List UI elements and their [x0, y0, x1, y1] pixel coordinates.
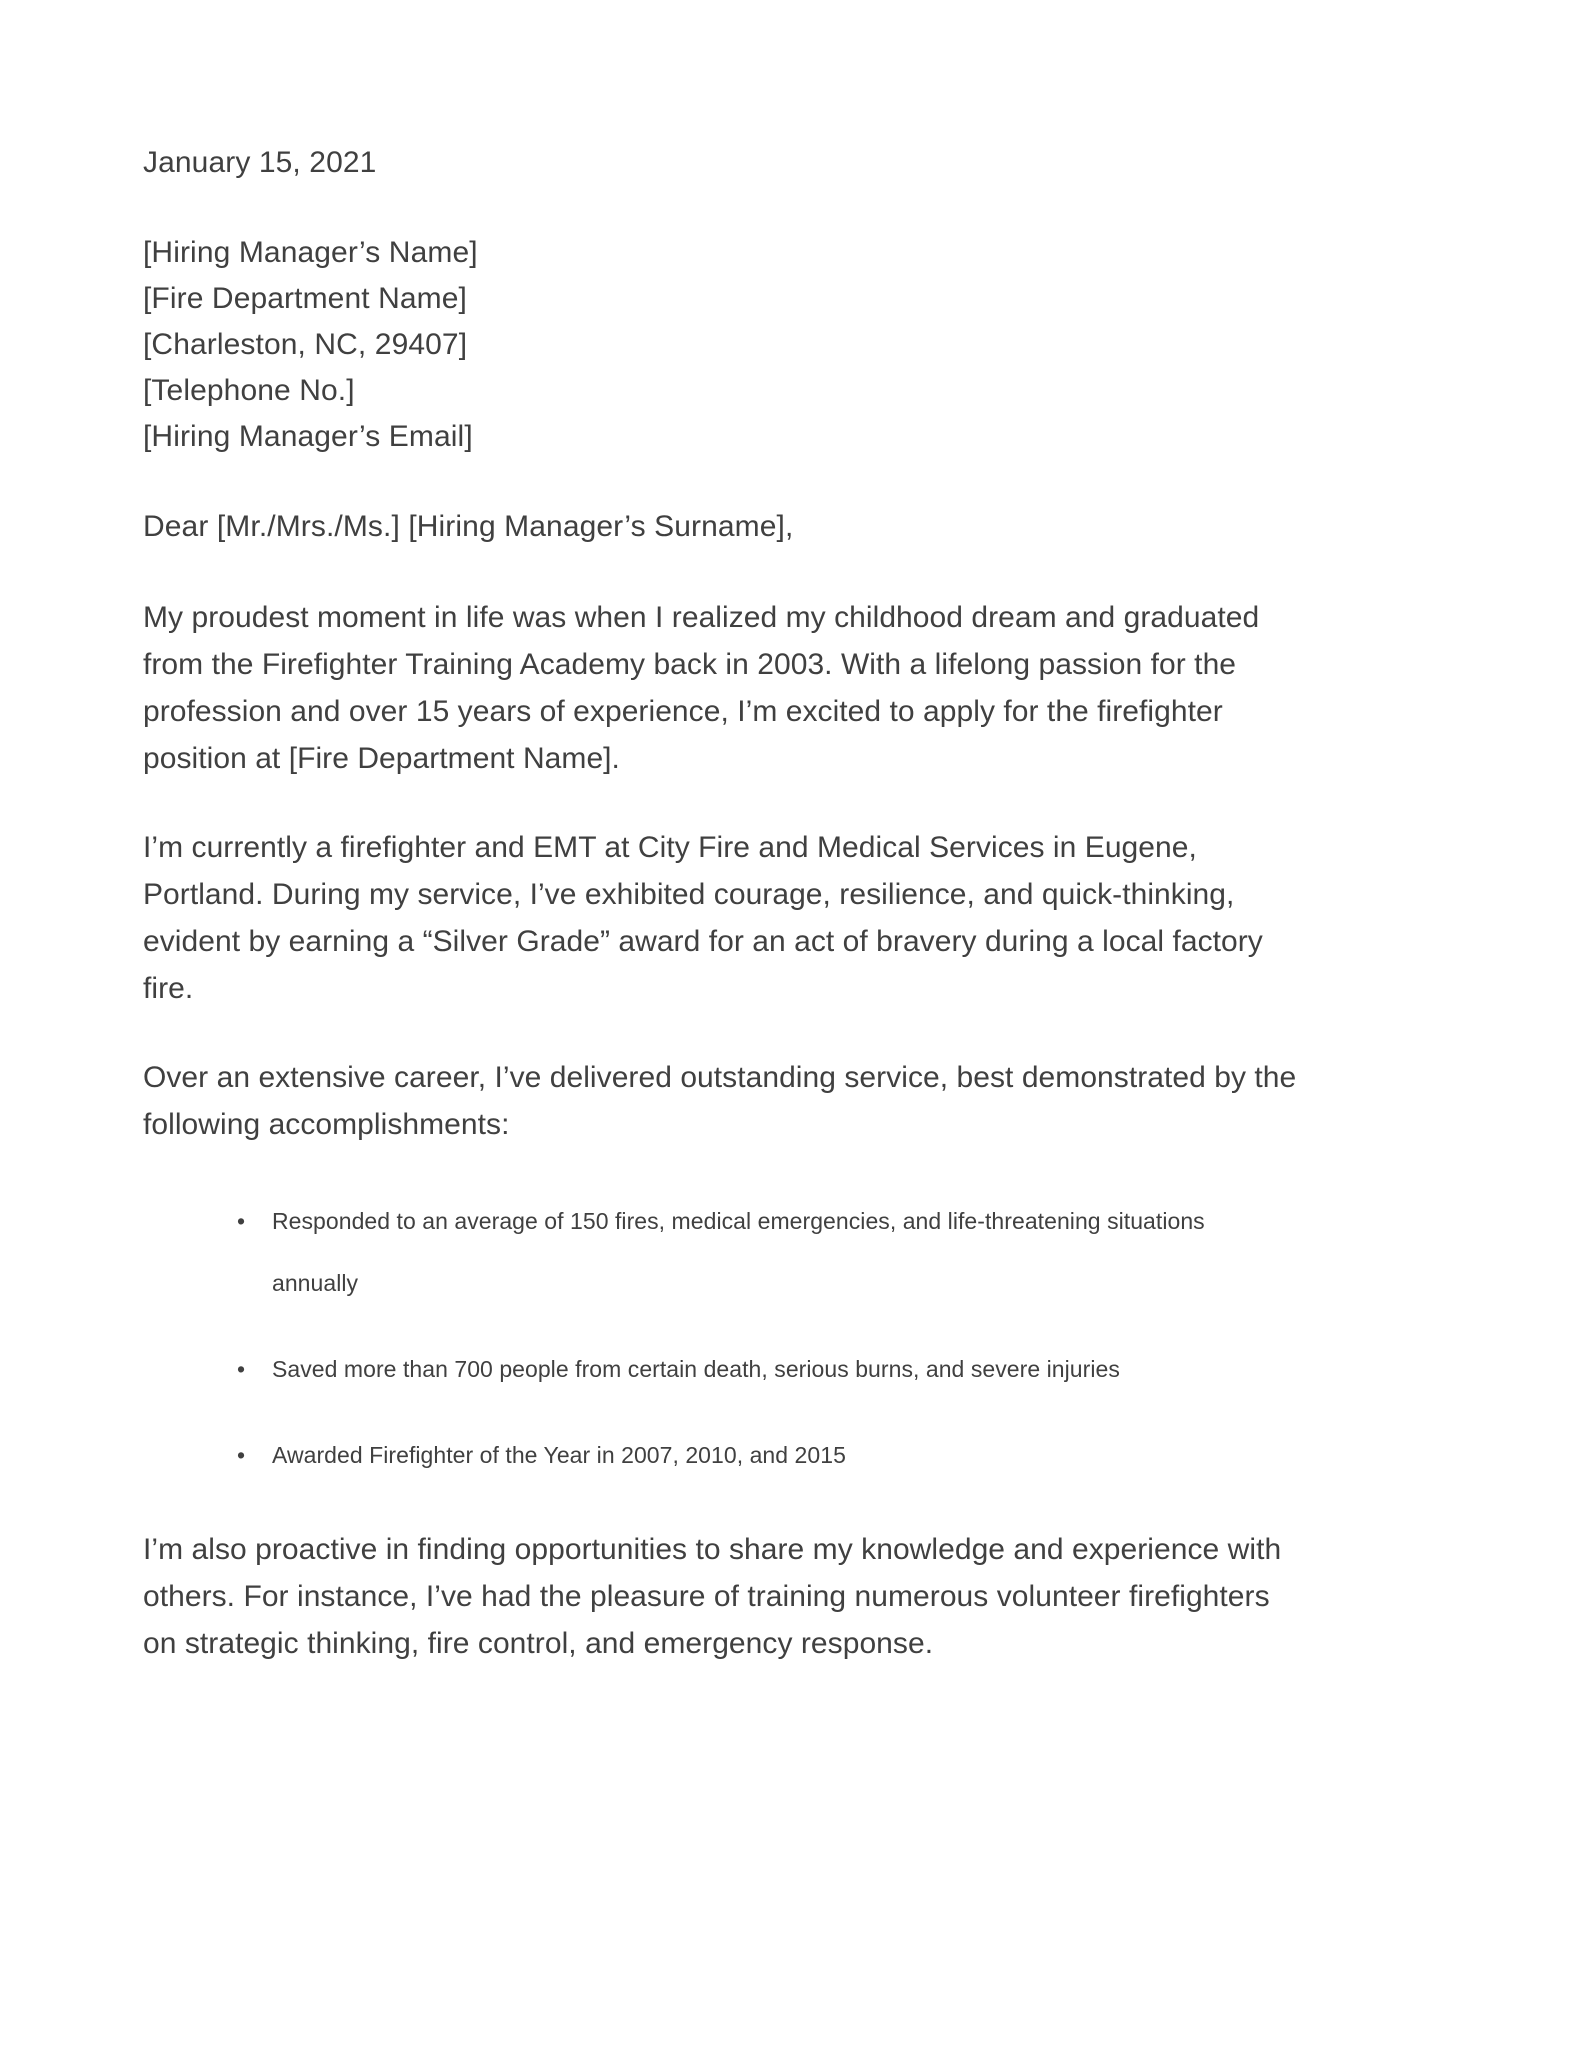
- paragraph-accomplishments-lead: Over an extensive career, I’ve delivered outstanding service, best demonstrated by the following accomplishments:: [143, 1061, 1297, 1141]
- list-item: [143, 1190, 1233, 1314]
- recipient-line-telephone: [Telephone No.]: [143, 374, 355, 407]
- paragraph-intro: My proudest moment in life was when I realized my childhood dream and graduated from the Firefighter Training Academy back in 2003. With a lifelong passion for the profession and over 15 years of experience, I’m excited to apply for the firefighter position at [Fire Department Name].: [143, 601, 1260, 775]
- recipient-line-city-state-zip: [Charleston, NC, 29407]: [143, 328, 468, 361]
- letter-salutation: Dear [Mr./Mrs./Ms.] [Hiring Manager’s Surname],: [143, 510, 794, 543]
- paragraph-closing: I’m also proactive in finding opportunities to share my knowledge and experience with others. For instance, I’ve had the pleasure of training numerous volunteer firefighters on strategic thinking, fire control, and emergency response.: [143, 1533, 1282, 1660]
- bullet-icon: •: [237, 1208, 246, 1234]
- list-item: [143, 1338, 1233, 1400]
- recipient-line-email: [Hiring Manager’s Email]: [143, 420, 473, 453]
- recipient-line-department: [Fire Department Name]: [143, 282, 467, 315]
- letter-date: January 15, 2021: [143, 146, 377, 179]
- list-item-text: Saved more than 700 people from certain death, serious burns, and severe injuries: [272, 1356, 1120, 1382]
- letter-body: [143, 140, 1323, 1709]
- accomplishments-list: [143, 1190, 1323, 1486]
- paragraph-current-role: I’m currently a firefighter and EMT at City Fire and Medical Services in Eugene, Portland. During my service, I’ve exhibited courage, resilience, and quick-thinking, evident by earning a “Silver Grade” award for an act of bravery during a local factory fire.: [143, 831, 1263, 1005]
- bullet-icon: •: [237, 1356, 246, 1382]
- list-item: [143, 1424, 1233, 1486]
- list-item-text: Responded to an average of 150 fires, medical emergencies, and life-threatening situations annually: [272, 1208, 1205, 1296]
- bullet-icon: •: [237, 1442, 246, 1468]
- recipient-line-name: [Hiring Manager’s Name]: [143, 236, 478, 269]
- list-item-text: Awarded Firefighter of the Year in 2007, 2010, and 2015: [272, 1442, 846, 1468]
- recipient-address-block: [143, 230, 1323, 460]
